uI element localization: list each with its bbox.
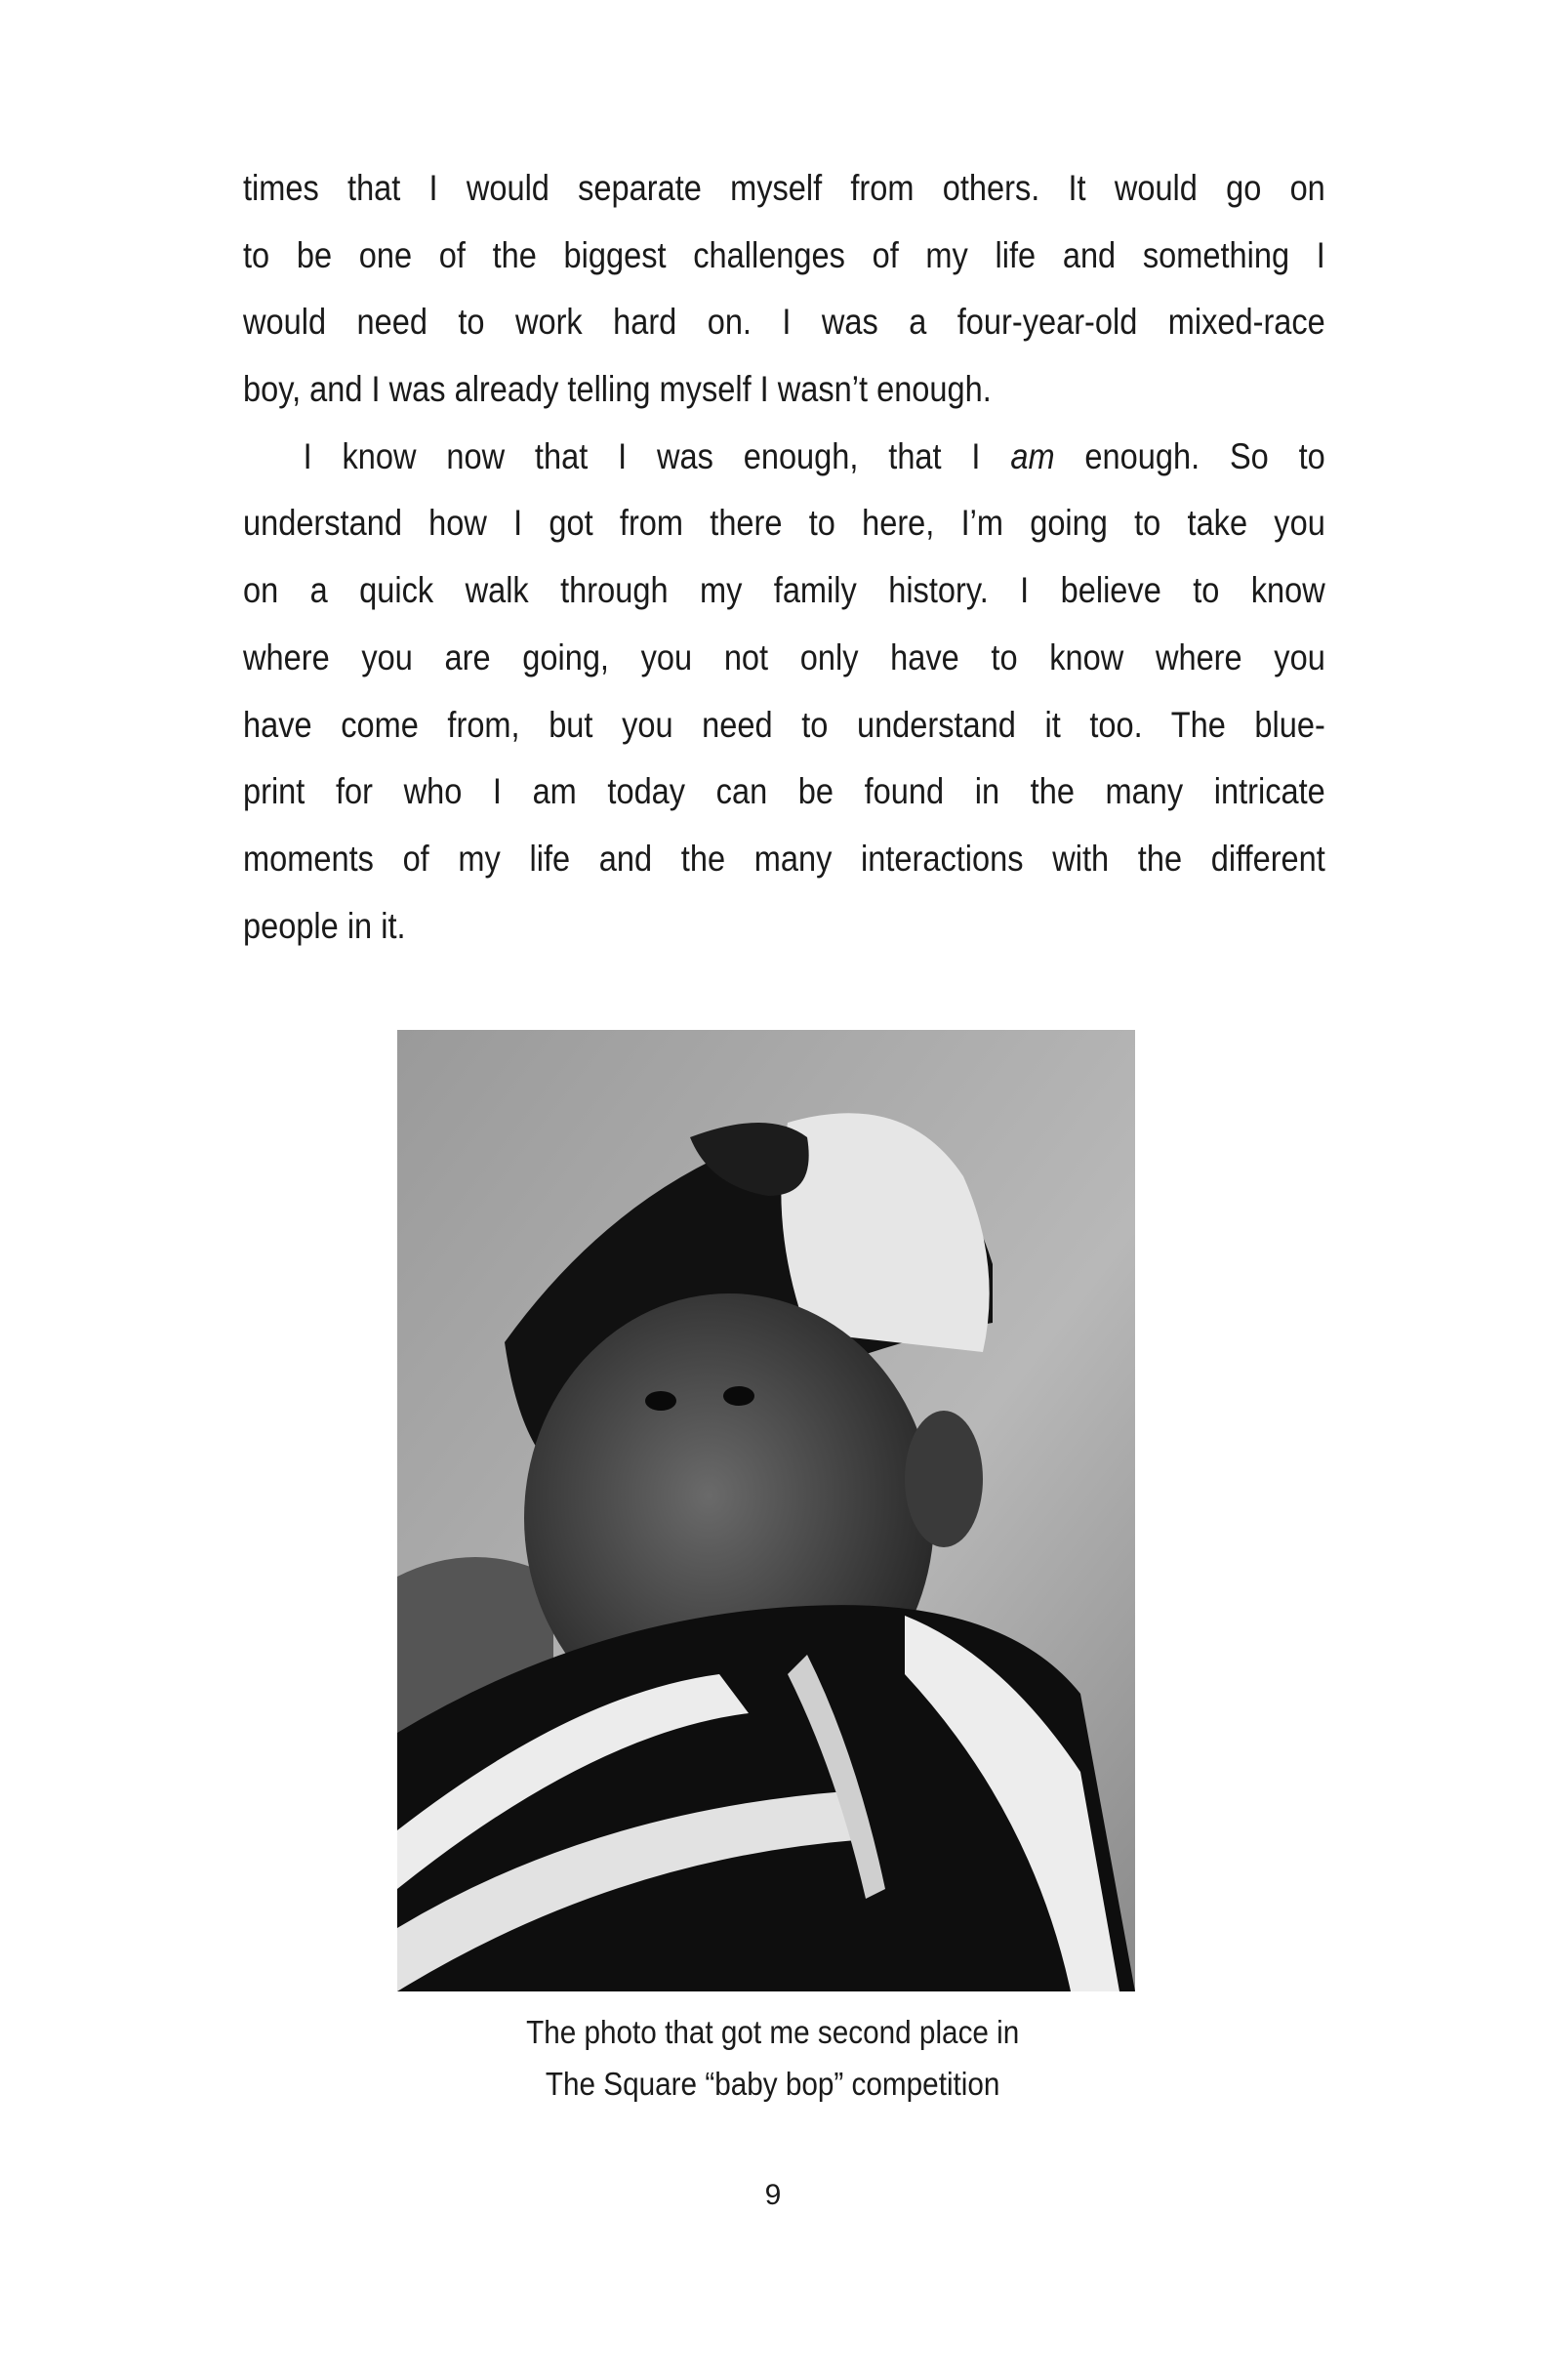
text-line: times that I would separate myself from others. It would go on	[243, 168, 1325, 208]
text-line: to be one of the biggest challenges of my life and something I	[243, 234, 1325, 275]
emphasis-text: am	[1010, 435, 1055, 476]
text-line: on a quick walk through my family history. I believe to know	[243, 570, 1325, 611]
text-line: would need to work hard on. I was a four-year-old mixed-race	[243, 302, 1325, 343]
baby-photo	[397, 1030, 1135, 1991]
text-line: print for who I am today can be found in the many intricate	[243, 771, 1325, 812]
caption-text: The photo that got me second place in	[526, 2014, 1020, 2050]
text-line	[243, 424, 1325, 491]
caption-text: The Square “baby bop” competition	[546, 2066, 1000, 2102]
text-segment: enough. So to	[1054, 435, 1325, 476]
text-line: understand how I got from there to here, I’m going to take you	[243, 503, 1325, 544]
photo-caption-line-2	[0, 2066, 1546, 2103]
text-line: boy, and I was already telling myself I wasn’t enough.	[243, 369, 992, 410]
photo-caption-line-1	[0, 2014, 1546, 2051]
body-text	[243, 155, 1325, 960]
text-line: where you are going, you not only have to know where you	[243, 636, 1325, 677]
text-segment: I know now that I was enough, that I	[303, 435, 1011, 476]
text-line: people in it.	[243, 905, 406, 946]
text-line: moments of my life and the many interactions with the different	[243, 838, 1325, 879]
text-line: have come from, but you need to understand it too. The blue-	[243, 704, 1325, 745]
page-number: 9	[764, 2179, 782, 2211]
